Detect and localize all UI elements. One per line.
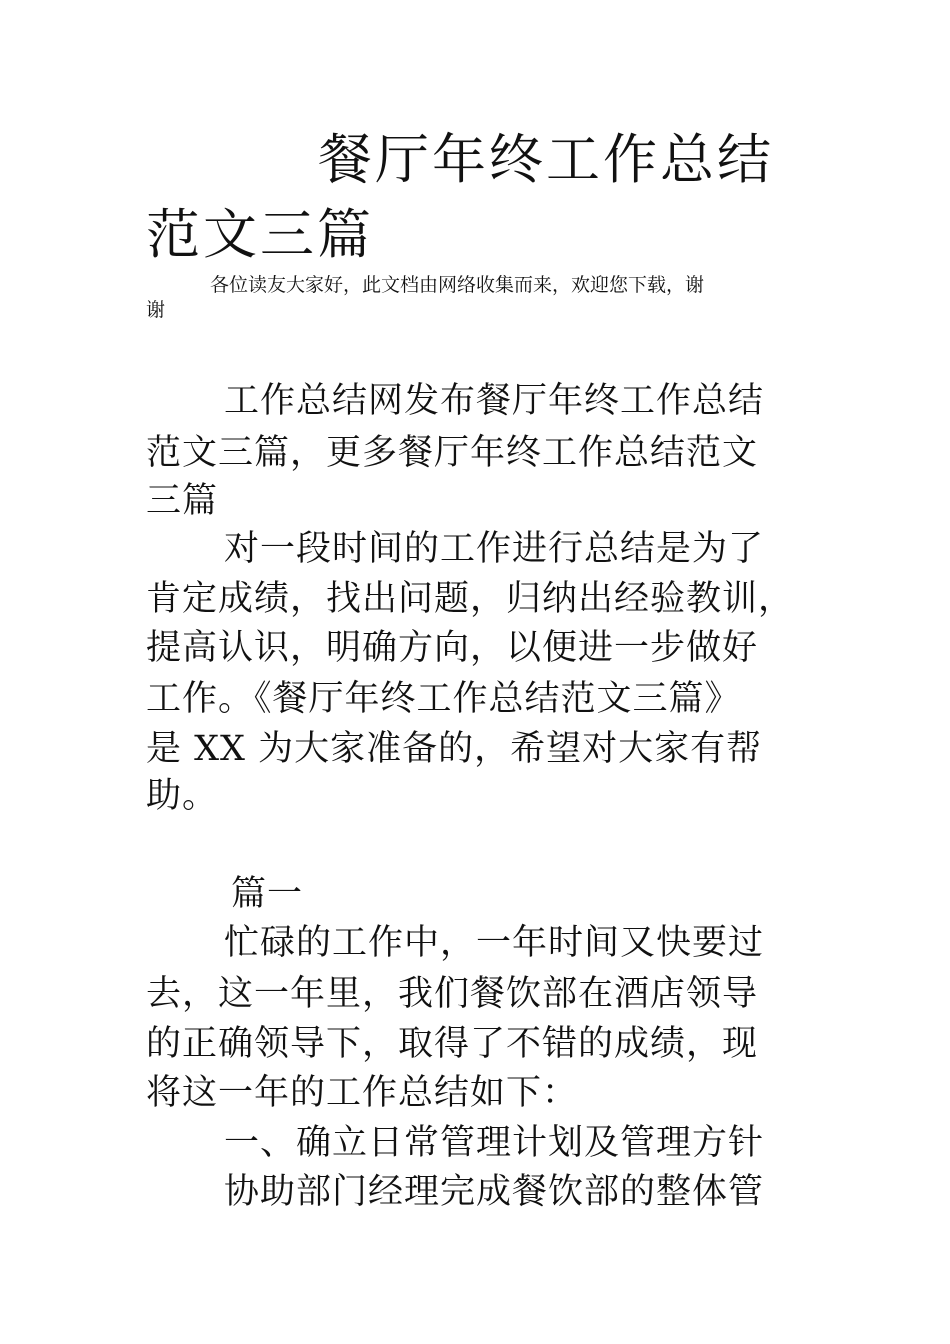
body-line: 对一段时间的工作进行总结是为了	[224, 529, 765, 569]
body-line: 工作。《餐厅年终工作总结范文三篇》	[146, 679, 741, 719]
body-line: 协助部门经理完成餐饮部的整体管	[224, 1172, 765, 1212]
body-line: 将这一年的工作总结如下：	[146, 1073, 579, 1113]
body-line: 忙碌的工作中，一年时间又快要过	[224, 923, 765, 963]
notice-line-2: 谢	[146, 299, 166, 321]
document-title-line-2: 范文三篇	[146, 203, 374, 266]
body-line: 工作总结网发布餐厅年终工作总结	[224, 381, 765, 421]
document-title-line-1: 餐厅年终工作总结	[318, 128, 774, 191]
download-notice	[146, 273, 806, 323]
body-line: 三篇	[146, 481, 219, 521]
body-line: 是 XX 为大家准备的，希望对大家有帮	[146, 729, 763, 769]
body-line: 范文三篇，更多餐厅年终工作总结范文	[146, 433, 759, 473]
body-line: 去，这一年里，我们餐饮部在酒店领导	[146, 974, 759, 1014]
section-heading: 篇一	[231, 874, 304, 914]
body-line: 肯定成绩，找出问题，归纳出经验教训，	[146, 579, 795, 619]
body-line: 提高认识，明确方向，以便进一步做好	[146, 628, 759, 668]
body-line: 一、确立日常管理计划及管理方针	[224, 1123, 765, 1163]
body-line: 助。	[146, 776, 219, 816]
notice-line-1: 各位读友大家好，此文档由网络收集而来，欢迎您下载，谢	[210, 274, 705, 296]
body-line: 的正确领导下，取得了不错的成绩，现	[146, 1024, 759, 1064]
